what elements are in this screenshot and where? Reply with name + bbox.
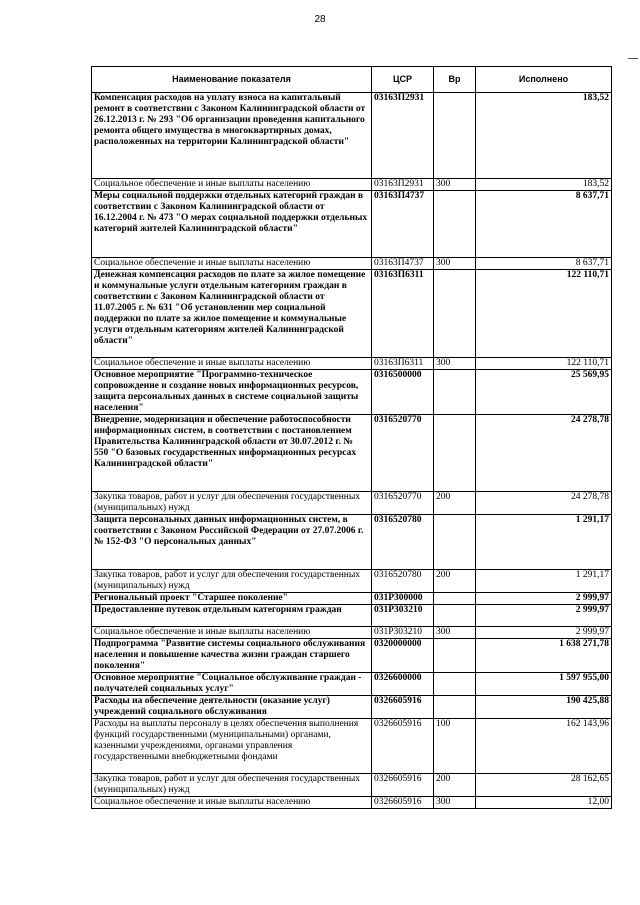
cell-name: Внедрение, модернизация и обеспечение работоспособности информационных систем, в соответствии с постановлением Правительства Калининградской области от 30.07.2012 г. № 550 "О базовых государственных информационных ресурсах Калининградской области" bbox=[92, 415, 372, 492]
cell-csr: 0316520780 bbox=[372, 570, 434, 593]
cell-vr: 200 bbox=[434, 570, 476, 593]
table-row bbox=[92, 593, 612, 605]
cell-vr bbox=[434, 270, 476, 358]
cell-executed: 25 569,95 bbox=[476, 370, 612, 415]
cell-name: Социальное обеспечение и иные выплаты населению bbox=[92, 797, 372, 809]
cell-csr: 0326605916 bbox=[372, 696, 434, 719]
cell-name: Денежная компенсация расходов по плате за жилое помещение и коммунальные услуги отдельным категориям граждан в соответствии с Законом Калининградской области от 11.07.2005 г. № 631 "Об установлении мер социальной поддержки по плате за жилое помещение и коммунальные услуги отдельным категориям жителей Калининградской области" bbox=[92, 270, 372, 358]
cell-csr: 0316520770 bbox=[372, 415, 434, 492]
cell-executed: 1 638 271,78 bbox=[476, 639, 612, 673]
cell-csr: 03163П4737 bbox=[372, 191, 434, 258]
cell-executed: 8 637,71 bbox=[476, 258, 612, 270]
cell-csr: 0316500000 bbox=[372, 370, 434, 415]
cell-vr bbox=[434, 93, 476, 179]
cell-name: Закупка товаров, работ и услуг для обеспечения государственных (муниципальных) нужд bbox=[92, 570, 372, 593]
cell-csr: 0326605916 bbox=[372, 774, 434, 797]
cell-vr bbox=[434, 639, 476, 673]
cell-executed: 122 110,71 bbox=[476, 270, 612, 358]
table-row bbox=[92, 358, 612, 370]
cell-name: Расходы на выплаты персоналу в целях обеспечения выполнения функций государственными (муниципальными) органами, казенными учреждениями, органами управления государственными внебюджетными фондами bbox=[92, 719, 372, 774]
cell-vr: 300 bbox=[434, 258, 476, 270]
cell-vr: 300 bbox=[434, 797, 476, 809]
table-row bbox=[92, 93, 612, 179]
table-row bbox=[92, 191, 612, 258]
cell-name: Закупка товаров, работ и услуг для обеспечения государственных (муниципальных) нужд bbox=[92, 492, 372, 515]
table-row bbox=[92, 270, 612, 358]
cell-executed: 1 291,17 bbox=[476, 570, 612, 593]
cell-csr: 031P300000 bbox=[372, 593, 434, 605]
table-header-row bbox=[92, 67, 612, 93]
table-row bbox=[92, 774, 612, 797]
table-row bbox=[92, 673, 612, 696]
cell-executed: 190 425,88 bbox=[476, 696, 612, 719]
table-row bbox=[92, 258, 612, 270]
cell-executed: 1 597 955,00 bbox=[476, 673, 612, 696]
cell-vr: 300 bbox=[434, 627, 476, 639]
cell-name: Закупка товаров, работ и услуг для обеспечения государственных (муниципальных) нужд bbox=[92, 774, 372, 797]
cell-vr: 100 bbox=[434, 719, 476, 774]
cell-name: Расходы на обеспечение деятельности (оказание услуг) учреждений социального обслуживания bbox=[92, 696, 372, 719]
cell-executed: 8 637,71 bbox=[476, 191, 612, 258]
cell-csr: 031P303210 bbox=[372, 627, 434, 639]
cell-csr: 03163П2931 bbox=[372, 179, 434, 191]
cell-vr: 200 bbox=[434, 774, 476, 797]
cell-name: Предоставление путевок отдельным категориям граждан bbox=[92, 605, 372, 627]
table-row bbox=[92, 415, 612, 492]
cell-executed: 24 278,78 bbox=[476, 415, 612, 492]
table-body bbox=[92, 93, 612, 809]
cell-executed: 1 291,17 bbox=[476, 515, 612, 570]
header-executed: Исполнено bbox=[476, 67, 612, 93]
cell-executed: 24 278,78 bbox=[476, 492, 612, 515]
report-table bbox=[91, 66, 612, 809]
table-row bbox=[92, 696, 612, 719]
cell-executed: 2 999,97 bbox=[476, 605, 612, 627]
cell-name: Региональный проект "Старшее поколение" bbox=[92, 593, 372, 605]
cell-name: Защита персональных данных информационных систем, в соответствии с Законом Российской Федерации от 27.07.2006 г. № 152-ФЗ "О персональных данных" bbox=[92, 515, 372, 570]
table-row bbox=[92, 570, 612, 593]
cell-executed: 183,52 bbox=[476, 93, 612, 179]
cell-executed: 162 143,96 bbox=[476, 719, 612, 774]
cell-executed: 28 162,65 bbox=[476, 774, 612, 797]
cell-vr: 300 bbox=[434, 179, 476, 191]
table-row bbox=[92, 492, 612, 515]
cell-name: Основное мероприятие "Социальное обслуживание граждан - получателей социальных услуг" bbox=[92, 673, 372, 696]
cell-name: Меры социальной поддержки отдельных категорий граждан в соответствии с Законом Калининградской области от 16.12.2004 г. № 473 "О мерах социальной поддержки отдельных категорий жителей Калининградской области" bbox=[92, 191, 372, 258]
header-vr: Вр bbox=[434, 67, 476, 93]
cell-csr: 031P303210 bbox=[372, 605, 434, 627]
table-row bbox=[92, 797, 612, 809]
cell-csr: 0326600000 bbox=[372, 673, 434, 696]
cell-vr bbox=[434, 593, 476, 605]
table-row bbox=[92, 179, 612, 191]
cell-executed: 2 999,97 bbox=[476, 627, 612, 639]
cell-csr: 03163П6311 bbox=[372, 270, 434, 358]
cell-name: Социальное обеспечение и иные выплаты населению bbox=[92, 627, 372, 639]
cell-vr bbox=[434, 696, 476, 719]
cell-name: Социальное обеспечение и иные выплаты населению bbox=[92, 179, 372, 191]
table-row bbox=[92, 639, 612, 673]
cell-vr bbox=[434, 191, 476, 258]
cell-csr: 0316520770 bbox=[372, 492, 434, 515]
cell-executed: 122 110,71 bbox=[476, 358, 612, 370]
cell-name: Социальное обеспечение и иные выплаты населению bbox=[92, 258, 372, 270]
cell-csr: 03163П2931 bbox=[372, 93, 434, 179]
cell-executed: 2 999,97 bbox=[476, 593, 612, 605]
cell-executed: 12,00 bbox=[476, 797, 612, 809]
page-number: 28 bbox=[314, 14, 326, 25]
cell-vr bbox=[434, 673, 476, 696]
cell-name: Социальное обеспечение и иные выплаты населению bbox=[92, 358, 372, 370]
cell-csr: 0320000000 bbox=[372, 639, 434, 673]
cell-name: Подпрограмма "Развитие системы социального обслуживания населения и повышение качества жизни граждан старшего поколения" bbox=[92, 639, 372, 673]
cell-name: Компенсация расходов на уплату взноса на капитальный ремонт в соответствии с Законом Калининградской области от 26.12.2013 г. № 293 "Об организации проведения капитального ремонта общего имущества в многоквартирных домах, расположенных на территории Калининградской области" bbox=[92, 93, 372, 179]
table-row bbox=[92, 627, 612, 639]
header-csr: ЦСР bbox=[372, 67, 434, 93]
cell-csr: 0326605916 bbox=[372, 719, 434, 774]
cell-vr bbox=[434, 605, 476, 627]
cell-vr: 200 bbox=[434, 492, 476, 515]
cell-csr: 03163П4737 bbox=[372, 258, 434, 270]
cell-executed: 183,52 bbox=[476, 179, 612, 191]
cell-vr: 300 bbox=[434, 358, 476, 370]
table-row bbox=[92, 719, 612, 774]
cell-csr: 0316520780 bbox=[372, 515, 434, 570]
cell-vr bbox=[434, 370, 476, 415]
cell-vr bbox=[434, 515, 476, 570]
table-row bbox=[92, 605, 612, 627]
table-row bbox=[92, 515, 612, 570]
cell-vr bbox=[434, 415, 476, 492]
table-row bbox=[92, 370, 612, 415]
cell-csr: 0326605916 bbox=[372, 797, 434, 809]
edge-mark bbox=[628, 58, 638, 59]
cell-name: Основное мероприятие "Программно-техническое сопровождение и создание новых информационных ресурсов, защита персональных данных в системе социальной защиты населения" bbox=[92, 370, 372, 415]
header-name: Наименование показателя bbox=[92, 67, 372, 93]
cell-csr: 03163П6311 bbox=[372, 358, 434, 370]
